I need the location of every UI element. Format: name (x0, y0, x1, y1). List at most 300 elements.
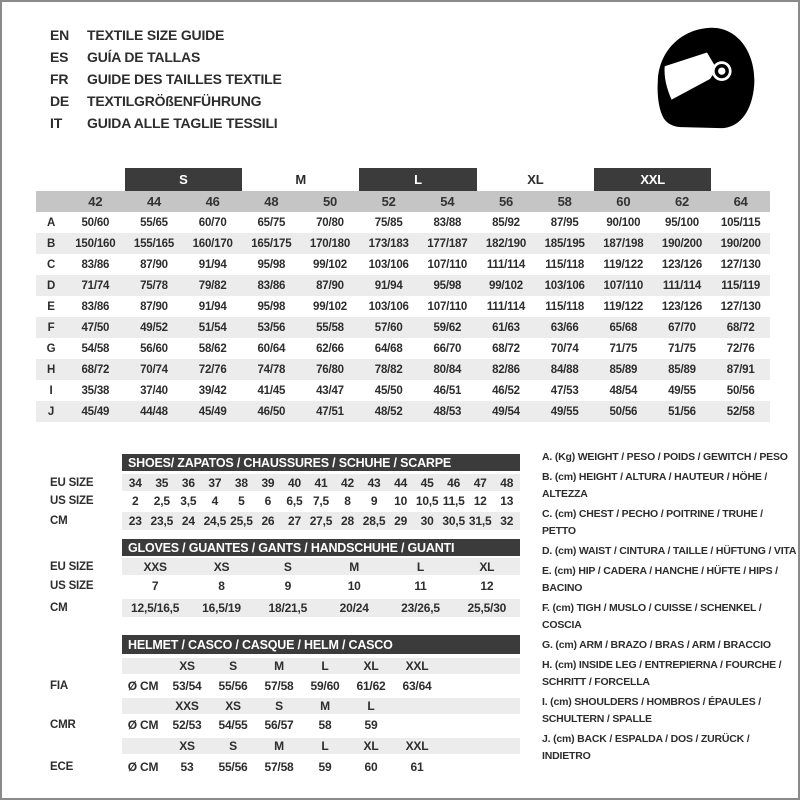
row-letter: C (46, 258, 56, 271)
size-value: 76/80 (316, 363, 344, 376)
size-value: 44/48 (140, 405, 168, 418)
size-value: 107/110 (427, 258, 468, 271)
helmet-values-row-fia (122, 676, 520, 695)
size-value: 71/75 (668, 342, 696, 355)
size-value: 47/51 (316, 405, 344, 418)
legend-item: E. (cm) HIP / CADERA / HANCHE / HÜFTE / HIPS / BACINO (542, 565, 778, 594)
size-value: 99/102 (313, 258, 347, 271)
language-row (50, 68, 282, 90)
table-row (36, 275, 770, 296)
size-value: 50/60 (81, 216, 110, 229)
numeric-size: 42 (88, 194, 103, 209)
size-value: 79/82 (198, 279, 227, 292)
cell-value: XL (363, 739, 379, 753)
size-value: 83/86 (81, 258, 110, 271)
cell-value: 12,5/16,5 (131, 601, 180, 615)
size-value: 119/122 (603, 258, 644, 271)
cell-value: 54/55 (218, 718, 248, 732)
cell-value: 40 (287, 475, 301, 490)
size-value: 123/126 (661, 258, 703, 271)
size-value: 51/54 (198, 321, 227, 334)
size-value: 39/42 (198, 384, 227, 397)
cell-value: 58 (318, 718, 332, 732)
size-value: 111/114 (486, 258, 526, 271)
size-value: 150/160 (75, 237, 116, 250)
cell-value: 2 (132, 493, 139, 508)
size-value: 68/72 (492, 342, 520, 355)
language-code: ES (50, 49, 69, 65)
size-value: 185/195 (544, 237, 585, 250)
size-value: 182/190 (485, 237, 527, 250)
size-value: 187/198 (603, 237, 644, 250)
size-value: 103/106 (544, 279, 585, 292)
cell-value: 8 (344, 493, 351, 508)
size-value: 127/130 (720, 258, 761, 271)
table-row (36, 338, 770, 359)
cell-value: 46 (447, 475, 461, 490)
cell-value: 61 (410, 760, 424, 774)
cell-value: 23,5 (150, 514, 174, 528)
size-value: 75/85 (374, 216, 403, 229)
numeric-size: 50 (322, 194, 338, 209)
numeric-size: 54 (440, 194, 455, 209)
size-value: 115/119 (721, 279, 761, 292)
cell-value: 60 (364, 760, 378, 774)
shoes-us-row (122, 492, 520, 509)
size-value: 45/50 (374, 384, 403, 397)
row-letter: B (46, 237, 56, 250)
size-value: 37/40 (140, 384, 168, 397)
cell-value: 31,5 (468, 514, 492, 528)
cell-value: XXS (175, 699, 199, 713)
cell-value: 30,5 (442, 514, 465, 528)
size-value: 85/89 (668, 363, 696, 376)
cell-value: S (275, 699, 283, 713)
size-value: 58/62 (198, 342, 227, 355)
row-letter: I (49, 384, 53, 397)
cell-value: 59 (318, 760, 332, 774)
size-value: 85/89 (609, 363, 638, 376)
cell-value: 9 (370, 493, 378, 508)
numeric-size: 48 (264, 194, 279, 209)
cell-value: 55/56 (218, 760, 248, 774)
size-value: 99/102 (489, 279, 523, 292)
size-value: 48/54 (609, 384, 638, 397)
size-value: 83/88 (433, 216, 462, 229)
shoes-section (122, 454, 520, 471)
cell-value: S (229, 739, 237, 753)
cell-value: 42 (341, 475, 354, 490)
cell-value: 11 (414, 578, 427, 593)
cell-value: 12 (473, 493, 487, 508)
cell-value: 28,5 (362, 514, 386, 528)
cell-value: 48 (500, 475, 514, 490)
language-row (50, 112, 282, 134)
measurement-legend (542, 449, 799, 768)
size-value: 170/180 (309, 237, 351, 250)
size-value: 53/56 (257, 321, 286, 334)
cell-value: 27 (287, 514, 301, 528)
cell-value: 11,5 (442, 493, 465, 508)
cell-value: 57/58 (264, 760, 294, 774)
row-label-eu-size: EU SIZE (50, 476, 94, 489)
cell-value: M (274, 739, 284, 753)
cell-value: 32 (500, 514, 514, 528)
cell-value: 26 (261, 514, 275, 528)
cell-value: Ø CM (127, 678, 159, 693)
racing-helmet-icon-svg (648, 18, 766, 140)
gloves-section (122, 539, 520, 556)
cell-value: 52/53 (172, 718, 202, 732)
cell-value: 57/58 (264, 678, 294, 693)
language-title: GUIDA ALLE TAGLIE TESSILI (87, 115, 278, 131)
cell-value: 18/21,5 (268, 601, 308, 615)
row-label-fia: FIA (50, 679, 68, 692)
size-value: 60/70 (198, 216, 227, 229)
cell-value: XS (179, 659, 195, 673)
size-value: 70/74 (550, 342, 579, 355)
language-title: GUIDE DES TAILLES TEXTILE (87, 71, 282, 87)
cell-value: XXS (143, 559, 167, 574)
cell-value: M (320, 699, 330, 713)
language-title: TEXTILE SIZE GUIDE (87, 27, 225, 43)
cell-value: 12 (480, 578, 494, 593)
cell-value: XXL (405, 659, 429, 673)
table-row (36, 296, 770, 317)
language-code: EN (50, 27, 70, 43)
cell-value: 25,5/30 (467, 601, 507, 615)
shoes-eu-row (122, 474, 520, 491)
size-value: 68/72 (726, 321, 755, 334)
gloves-eu-row (122, 558, 520, 575)
numeric-size: 62 (674, 194, 690, 209)
size-value: 49/55 (668, 384, 696, 397)
size-value: 75/78 (140, 279, 168, 292)
size-value: 54/58 (81, 342, 110, 355)
cell-value: 63/64 (402, 678, 432, 693)
size-value: 48/52 (374, 405, 403, 418)
numeric-size-row (36, 191, 770, 212)
size-value: 87/90 (140, 258, 168, 271)
size-value: 61/63 (492, 321, 520, 334)
size-value: 46/50 (257, 405, 286, 418)
size-value: 111/114 (486, 300, 526, 313)
size-value: 87/90 (140, 300, 168, 313)
size-value: 52/58 (726, 405, 755, 418)
size-value: 67/70 (668, 321, 696, 334)
size-value: 55/58 (316, 321, 344, 334)
cell-value: 38 (234, 475, 248, 490)
row-label-cm: CM (50, 515, 68, 527)
size-value: 111/114 (662, 279, 702, 292)
size-value: 57/60 (374, 321, 403, 334)
cell-value: XS (213, 559, 230, 574)
gloves-cm-row (122, 599, 520, 617)
numeric-size: 64 (733, 194, 748, 209)
racing-helmet-icon (648, 18, 766, 140)
cell-value: L (321, 659, 329, 673)
legend-item: J. (cm) BACK / ESPALDA / DOS / ZURÜCK / INDIETRO (542, 733, 750, 762)
row-label-cm: CM (50, 602, 68, 614)
table-row (36, 359, 770, 380)
size-value: 190/200 (720, 237, 761, 250)
cell-value: 20/24 (339, 601, 369, 615)
size-value: 50/56 (726, 384, 755, 397)
cell-value: 56/57 (264, 718, 294, 732)
size-value: 103/106 (368, 258, 409, 271)
cell-value: 59 (364, 718, 378, 732)
size-value: 65/68 (609, 321, 638, 334)
cell-value: 10 (394, 493, 408, 508)
cell-value: 24 (181, 514, 195, 528)
cell-value: L (416, 559, 425, 574)
size-value: 49/55 (550, 405, 579, 418)
cell-value: 16,5/19 (202, 601, 241, 615)
helmet-section-title: HELMET / CASCO / CASQUE / HELM / CASCO (122, 635, 520, 654)
legend-item: H. (cm) INSIDE LEG / ENTREPIERNA / FOURCHE / SCHRITT / FORCELLA (542, 659, 782, 688)
size-value: 49/54 (492, 405, 520, 418)
cell-value: 47 (473, 475, 487, 490)
numeric-size: 46 (205, 194, 220, 209)
numeric-size: 56 (498, 194, 514, 209)
language-row (50, 90, 282, 112)
size-value: 68/72 (81, 363, 110, 376)
size-value: 70/74 (140, 363, 168, 376)
size-value: 72/76 (198, 363, 227, 376)
row-letter-spacer (36, 191, 66, 212)
row-letter: G (46, 342, 56, 355)
size-value: 90/100 (606, 216, 641, 229)
size-value: 95/98 (257, 300, 286, 313)
numeric-size: 58 (557, 194, 572, 209)
size-value: 87/90 (316, 279, 344, 292)
size-value: 107/110 (603, 279, 644, 292)
gloves-section-title: GLOVES / GUANTES / GANTS / HANDSCHUHE / GUANTI (122, 539, 520, 556)
size-value: 70/80 (316, 216, 344, 229)
row-letter: D (46, 279, 56, 292)
size-value: 155/165 (133, 237, 175, 250)
cell-value: 13 (500, 493, 514, 508)
cell-value: 25,5 (230, 514, 253, 528)
size-group-header-row (36, 168, 770, 191)
cell-value: 37 (208, 475, 222, 490)
cell-value: M (349, 559, 360, 574)
cell-value: S (283, 559, 292, 574)
size-value: 46/52 (492, 384, 520, 397)
size-value: 49/52 (140, 321, 168, 334)
size-value: 65/75 (257, 216, 286, 229)
cell-value: 34 (128, 475, 142, 490)
language-code: DE (50, 93, 70, 109)
shoes-cm-row (122, 512, 520, 530)
cell-value: 23 (128, 514, 142, 528)
size-value: 119/122 (603, 300, 644, 313)
size-value: 60/64 (257, 342, 286, 355)
legend-item: A. (Kg) WEIGHT / PESO / POIDS / GEWITCH / PESO (542, 451, 788, 463)
table-row (36, 401, 770, 422)
language-row (50, 46, 282, 68)
size-value: 123/126 (661, 300, 703, 313)
cell-value: 10 (347, 578, 361, 593)
gloves-us-row (122, 577, 520, 594)
row-label-us-size: US SIZE (50, 579, 94, 592)
size-group-l: L (359, 168, 476, 191)
size-value: 47/53 (550, 384, 579, 397)
size-value: 72/76 (726, 342, 755, 355)
legend-item: G. (cm) ARM / BRAZO / BRAS / ARM / BRACCIO (542, 639, 771, 651)
size-value: 190/200 (661, 237, 703, 250)
size-value: 43/47 (316, 384, 344, 397)
cell-value: 3,5 (180, 493, 197, 508)
cell-value: M (274, 659, 284, 673)
size-value: 64/68 (374, 342, 403, 355)
row-label-cmr: CMR (50, 719, 76, 731)
row-letter: A (46, 216, 56, 229)
cell-value: 28 (341, 514, 354, 528)
size-value: 47/50 (81, 321, 110, 334)
row-letter: H (46, 363, 56, 376)
size-value: 66/70 (433, 342, 462, 355)
numeric-size: 60 (616, 194, 631, 209)
table-row (36, 317, 770, 338)
cell-value: 27,5 (309, 514, 333, 528)
row-label-ece: ECE (50, 761, 74, 773)
cell-value: 44 (394, 475, 408, 490)
size-value: 82/86 (492, 363, 520, 376)
size-value: 74/78 (257, 363, 286, 376)
size-value: 51/56 (668, 405, 696, 418)
size-value: 84/88 (550, 363, 579, 376)
size-value: 177/187 (427, 237, 468, 250)
size-value: 115/118 (545, 258, 585, 271)
table-row (36, 233, 770, 254)
size-value: 80/84 (433, 363, 462, 376)
cell-value: 59/60 (310, 678, 340, 693)
helmet-section (122, 635, 520, 654)
size-value: 105/115 (720, 216, 761, 229)
language-code: FR (50, 71, 69, 87)
cell-value: 45 (420, 475, 434, 490)
size-value: 41/45 (257, 384, 286, 397)
row-letter: E (47, 300, 55, 313)
language-list (50, 24, 282, 134)
cell-value: Ø CM (127, 718, 159, 732)
size-value: 83/86 (257, 279, 286, 292)
cell-value: 39 (261, 475, 275, 490)
table-row (36, 254, 770, 275)
size-value: 45/49 (81, 405, 110, 418)
cell-value: 41 (314, 475, 328, 490)
cell-value: 7,5 (312, 493, 330, 508)
language-title: TEXTILGRÖßENFÜHRUNG (87, 93, 262, 109)
cell-value: XL (479, 559, 495, 574)
size-group-m: M (295, 172, 306, 187)
helmet-values-row-cmr (122, 716, 520, 734)
size-value: 71/75 (609, 342, 638, 355)
cell-value: 5 (238, 493, 245, 508)
cell-value: XL (363, 659, 379, 673)
size-value: 160/170 (192, 237, 233, 250)
row-letter: J (47, 405, 55, 418)
size-value: 107/110 (427, 300, 468, 313)
shoes-section-title: SHOES/ ZAPATOS / CHAUSSURES / SCHUHE / SCARPE (122, 454, 520, 471)
size-value: 95/100 (665, 216, 699, 229)
cell-value: 8 (218, 578, 225, 593)
size-value: 35/38 (81, 384, 110, 397)
table-row (36, 212, 770, 233)
numeric-size: 44 (146, 194, 162, 209)
size-value: 165/175 (251, 237, 292, 250)
language-title: GUÍA DE TALLAS (87, 49, 201, 65)
cell-value: 4 (211, 493, 219, 508)
size-group-xxl: XXL (594, 168, 711, 191)
cell-value: XXL (405, 739, 429, 753)
cell-value: L (367, 699, 375, 713)
size-value: 62/66 (316, 342, 344, 355)
size-value: 87/91 (726, 363, 755, 376)
helmet-values-row-ece (122, 757, 520, 777)
helmet-sizes-row-fia (122, 658, 520, 674)
cell-value: Ø CM (127, 760, 159, 774)
language-row (50, 24, 282, 46)
size-value: 63/66 (550, 321, 579, 334)
size-value: 173/183 (368, 237, 409, 250)
size-value: 99/102 (313, 300, 347, 313)
cell-value: 35 (155, 475, 169, 490)
legend-item: B. (cm) HEIGHT / ALTURA / HAUTEUR / HÖHE / ALTEZZA (542, 471, 768, 500)
size-value: 46/51 (433, 384, 462, 397)
size-value: 87/95 (550, 216, 579, 229)
cell-value: 43 (367, 475, 381, 490)
cell-value: 7 (151, 578, 159, 593)
legend-item: C. (cm) CHEST / PECHO / POITRINE / TRUHE / PETTO (542, 508, 763, 537)
cell-value: 29 (394, 514, 408, 528)
cell-value: 36 (181, 475, 195, 490)
size-value: 59/62 (433, 321, 462, 334)
row-label-us-size: US SIZE (50, 494, 94, 507)
cell-value: 53/54 (172, 678, 202, 693)
helmet-sizes-row-cmr (122, 698, 520, 714)
cell-value: XS (225, 699, 241, 713)
size-value: 45/49 (198, 405, 227, 418)
size-value: 50/56 (609, 405, 638, 418)
cell-value: 61/62 (356, 678, 386, 693)
cell-value: 53 (180, 760, 194, 774)
table-row (36, 380, 770, 401)
size-value: 78/82 (374, 363, 403, 376)
language-code: IT (50, 115, 63, 131)
size-value: 115/118 (545, 300, 585, 313)
row-label-eu-size: EU SIZE (50, 560, 94, 573)
size-value: 71/74 (81, 279, 110, 292)
size-value: 91/94 (198, 258, 227, 271)
cell-value: 6 (264, 493, 272, 508)
row-letter: F (47, 321, 55, 334)
cell-value: 10,5 (415, 493, 439, 508)
cell-value: 23/26,5 (401, 601, 440, 615)
cell-value: XS (179, 739, 195, 753)
size-value: 56/60 (140, 342, 168, 355)
cell-value: 6,5 (286, 493, 303, 508)
legend-item: D. (cm) WAIST / CINTURA / TAILLE / HÜFTUNG / VITA (542, 545, 797, 557)
cell-value: 9 (284, 578, 292, 593)
size-value: 83/86 (81, 300, 110, 313)
size-value: 103/106 (368, 300, 409, 313)
size-value: 95/98 (433, 279, 462, 292)
cell-value: 24,5 (203, 514, 227, 528)
textile-data-rows (36, 212, 770, 422)
numeric-size: 52 (381, 194, 396, 209)
